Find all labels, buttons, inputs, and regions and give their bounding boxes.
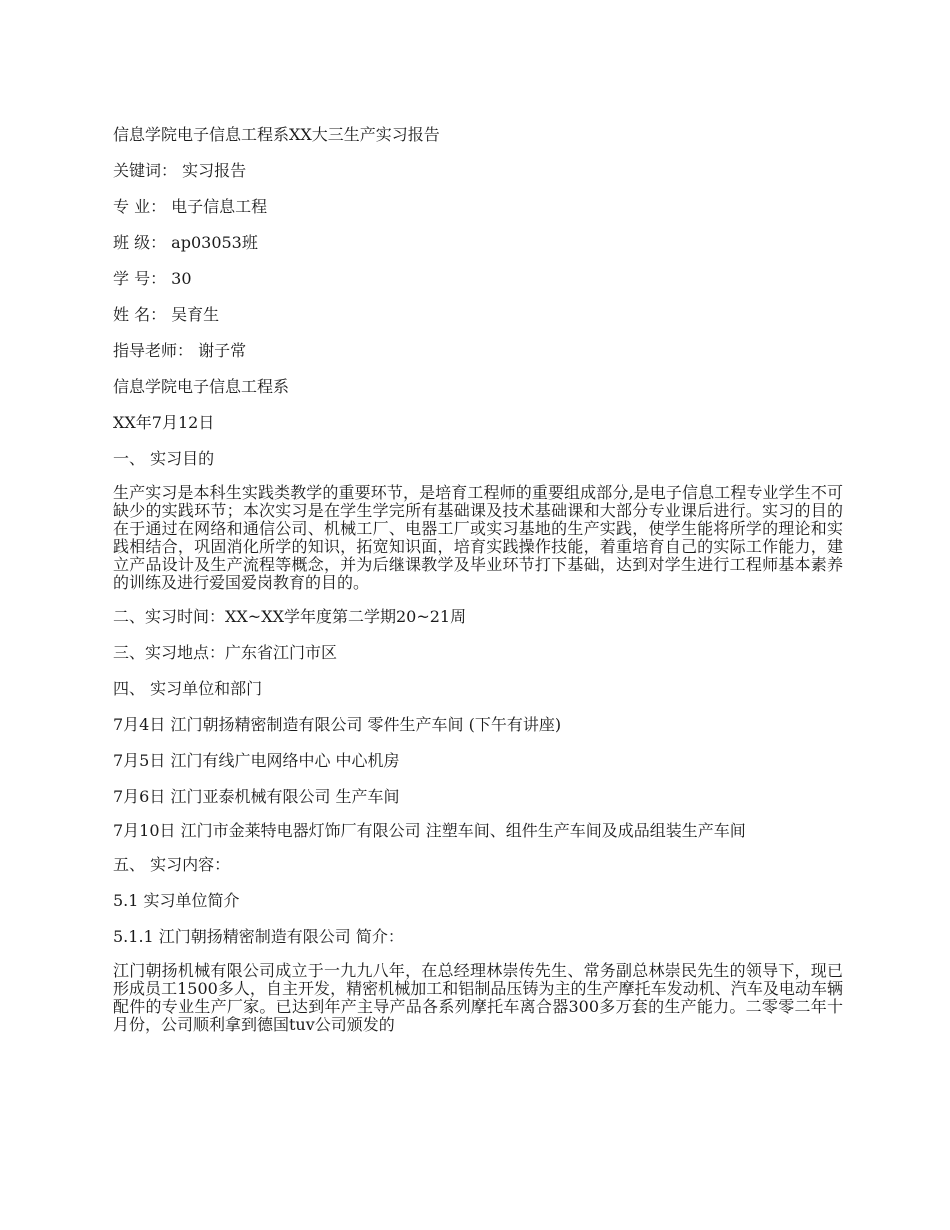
section-heading-units: 四、 实习单位和部门 <box>113 679 263 698</box>
subsection-heading: 5.1.1 江门朝扬精密制造有限公司 简介： <box>113 927 404 946</box>
student-number-line: 学 号： 30 <box>113 269 192 288</box>
section-time: 二、实习时间：XX~XX学年度第二学期20~21周 <box>113 607 467 626</box>
unit-item: 7月5日 江门有线广电网络中心 中心机房 <box>113 751 400 770</box>
section-location: 三、实习地点：广东省江门市区 <box>113 643 338 662</box>
report-title: 信息学院电子信息工程系XX大三生产实习报告 <box>113 125 440 144</box>
class-line: 班 级： ap03053班 <box>113 233 258 252</box>
date-line: XX年7月12日 <box>113 413 215 432</box>
unit-item: 7月6日 江门亚泰机械有限公司 生产车间 <box>113 787 400 806</box>
unit-item: 7月10日 江门市金莱特电器灯饰厂有限公司 注塑车间、组件生产车间及成品组装生产车间 <box>113 821 746 840</box>
major-line: 专 业： 电子信息工程 <box>113 197 268 216</box>
student-name-line: 姓 名： 吴育生 <box>113 305 220 324</box>
purpose-paragraph: 生产实习是本科生实践类教学的重要环节，是培育工程师的重要组成部分,是电子信息工程专业学生不可缺少的实践环节；本次实习是在学生学完所有基础课及技术基础课和大部分专业课后进行。实习的目的在于通过在网络和通信公司、机械工厂、电器工厂或实习基地的生产实践，使学生能将所学的理论和实践相结合，巩固消化所学的知识，拓宽知识面，培育实践操作技能，着重培育自己的实际工作能力，建立产品设计及生产流程等概念，并为后继课教学及毕业环节打下基础，达到对学生进行工程师基本素养的训练及进行爱国爱岗教育的目的。 <box>113 483 843 592</box>
department-line: 信息学院电子信息工程系 <box>113 377 290 396</box>
keywords-line: 关键词： 实习报告 <box>113 161 247 180</box>
section-heading-content: 五、 实习内容： <box>113 855 231 874</box>
section-heading-purpose: 一、 实习目的 <box>113 449 215 468</box>
advisor-line: 指导老师： 谢子常 <box>113 341 247 360</box>
unit-item: 7月4日 江门朝扬精密制造有限公司 零件生产车间 (下午有讲座) <box>113 715 562 734</box>
company-intro-paragraph: 江门朝扬机械有限公司成立于一九九八年，在总经理林崇传先生、常务副总林崇民先生的领导下，现已形成员工1500多人，自主开发，精密机械加工和铝制品压铸为主的生产摩托车发动机、汽车及电动车辆配件的专业生产厂家。已达到年产主导产品各系列摩托车离合器300多万套的生产能力。二零零二年十月份，公司顺利拿到德国tuv公司颁发的 <box>113 961 843 1034</box>
subsection-heading: 5.1 实习单位简介 <box>113 891 240 910</box>
document-page <box>113 124 843 1048</box>
